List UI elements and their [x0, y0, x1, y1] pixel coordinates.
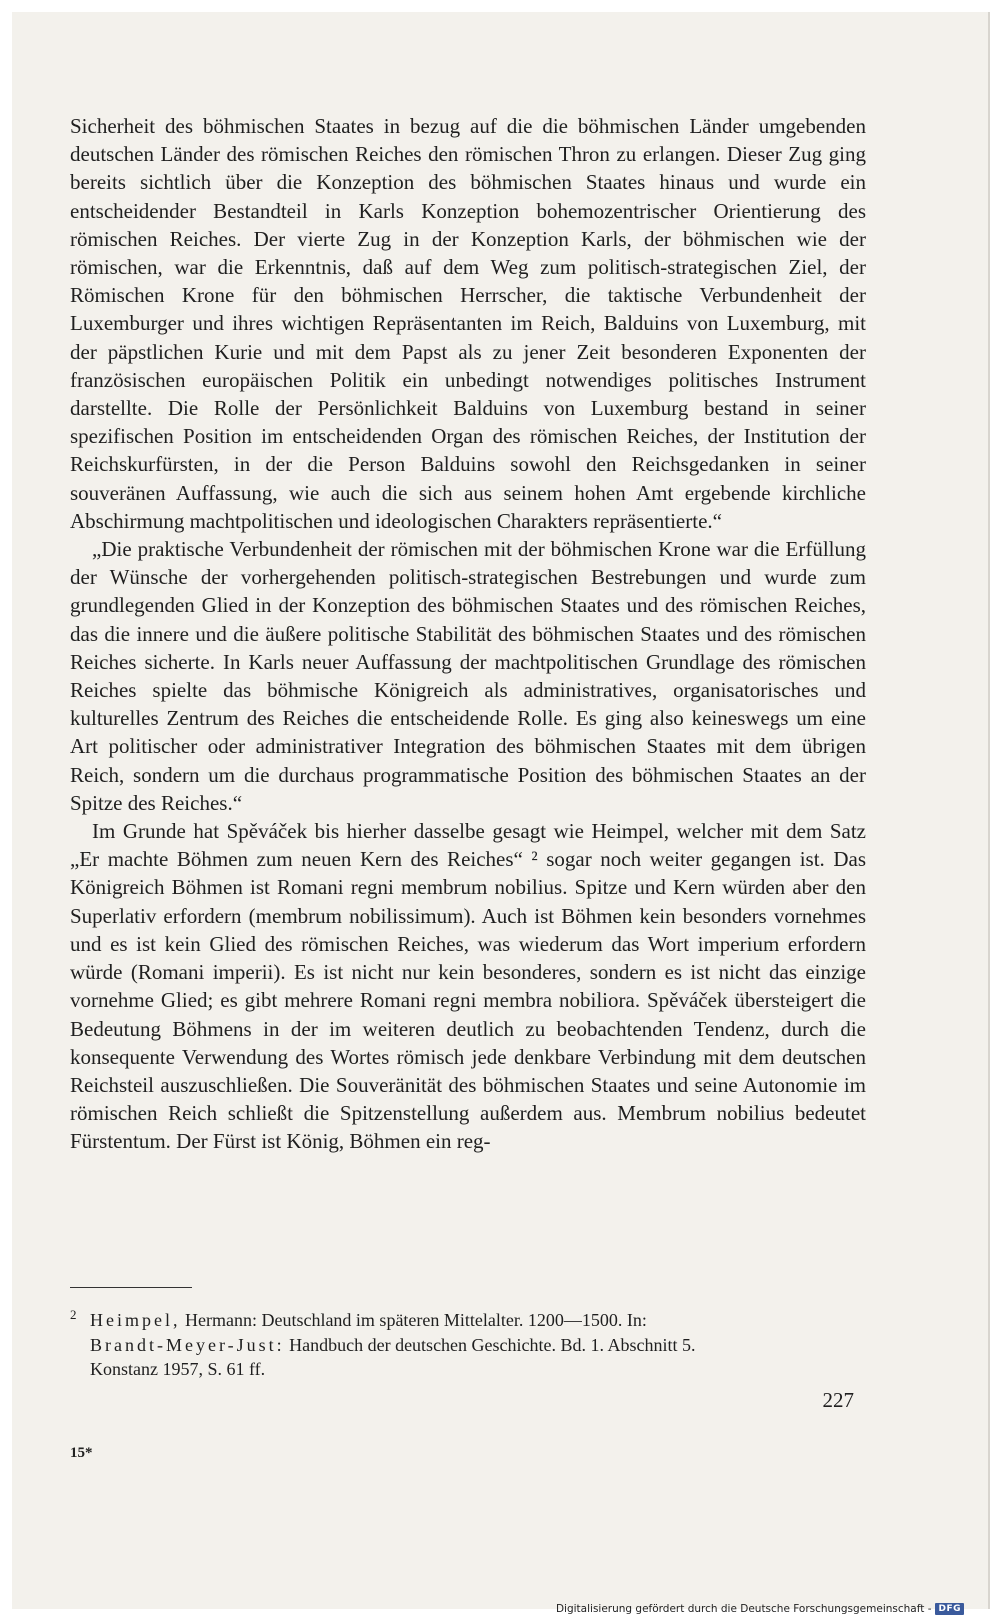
- credit-text: Digitalisierung gefördert durch die Deutsche Forschungsgemeinschaft -: [555, 1603, 932, 1615]
- digitization-credit: [556, 1601, 964, 1617]
- page-number: 227: [822, 1388, 854, 1412]
- paragraph-3: Im Grunde hat Spěváček bis hierher dasselbe gesagt wie Heimpel, welcher mit dem Satz „Er machte Böhmen zum neuen Kern des Reiches“ ² sogar noch weiter gegangen ist. Das Königreich Böhmen ist Romani regni membrum nobilius. Spitze und Kern würden aber den Superlativ erfordern (membrum nobilissimum). Auch ist Böhmen kein besonders vornehmes und es ist kein Glied des römischen Reiches, was wiederum das Wort imperium erfordern würde (Romani imperii). Es ist nicht nur kein besonderes, sondern es ist nicht das einzige vornehme Glied; es gibt mehrere Romani regni membra nobiliora. Spěváček übersteigert die Bedeutung Böhmens in der im weiteren deutlich zu beobachtenden Tendenz, durch die konsequente Verwendung des Wortes römisch jede denkbare Verbindung mit dem deutschen Reichsteil auszuschließen. Die Souveränität des böhmischen Staates und seine Autonomie im römischen Reich schließt die Spitzenstellung außerdem aus. Membrum nobilius bedeutet Fürstentum. Der Fürst ist König, Böhmen ein reg-: [70, 819, 866, 1154]
- footnote-line-2: [70, 1333, 866, 1358]
- footnote-line-3: Konstanz 1957, S. 61 ff.: [90, 1359, 266, 1379]
- footnote-editors: Brandt-Meyer-Just:: [90, 1334, 285, 1355]
- dfg-logo-icon: DFG: [935, 1603, 964, 1615]
- body-text: [70, 112, 866, 1156]
- footnote-author: Heimpel,: [90, 1310, 181, 1330]
- footnote-line-1-text: Hermann: Deutschland im späteren Mittelalter. 1200—1500. In:: [180, 1310, 647, 1330]
- paragraph-2: „Die praktische Verbundenheit der römischen mit der böhmischen Krone war die Erfüllung der Wünsche der vorhergehenden politisch-strategischen Bestrebungen und wurde zum grundlegenden Glied in der Konzeption des böhmischen Staates und des römischen Reiches, das die innere und die äußere politische Stabilität des böhmischen Staates und des römischen Reiches sicherte. In Karls neuer Auffassung der machtpolitischen Grundlage des römischen Reiches spielte das böhmische Königreich als administratives, organisatorisches und kulturelles Zentrum des Reiches die entscheidende Rolle. Es ging also keineswegs um eine Art politischer oder administrativer Integration des böhmischen Staates mit dem übrigen Reich, sondern um die durchaus programmatische Position des böhmischen Staates an der Spitze des Reiches.“: [70, 537, 866, 815]
- footnote-separator: [70, 1287, 192, 1288]
- paragraph-1: Sicherheit des böhmischen Staates in bezug auf die die böhmischen Länder umgebenden deutschen Länder des römischen Reiches den römischen Thron zu erlangen. Dieser Zug ging bereits sichtlich über die Konzeption des böhmischen Staates hinaus und wurde ein entscheidender Bestandteil in Karls Konzeption bohemozentrischer Orientierung des römischen Reiches. Der vierte Zug in der Konzeption Karls, der böhmischen wie der römischen, war die Erkenntnis, daß auf dem Weg zum politisch-strategischen Ziel, der Römischen Krone für den böhmischen Herrscher, die taktische Verbundenheit der Luxemburger und ihres wichtigen Repräsentanten im Reich, Balduins von Luxemburg, mit der päpstlichen Kurie und mit dem Papst als zu jener Zeit besonderen Exponenten der französischen europäischen Politik ein unbedingt notwendiges politisches Instrument darstellte. Die Rolle der Persönlichkeit Balduins von Luxemburg bestand in seiner spezifischen Position im entscheidenden Organ des römischen Reiches, der Institution der Reichskurfürsten, in der die Person Balduins sowohl den Reichsgedanken in seiner souveränen Auffassung, wie auch die sich aus seinem hohen Amt ergebende kirchliche Abschirmung machtpolitischen und ideologischen Charakters repräsentierte.“: [70, 114, 866, 533]
- footnote: [70, 1308, 866, 1382]
- footnote-line-2-text: Handbuch der deutschen Geschichte. Bd. 1. Abschnitt 5.: [284, 1334, 696, 1355]
- document-page: [12, 12, 990, 1609]
- signature-mark: 15*: [70, 1445, 93, 1461]
- footnote-line-1: 2 Heimpel, Hermann: Deutschland im späteren Mittelalter. 1200—1500. In:: [70, 1307, 647, 1330]
